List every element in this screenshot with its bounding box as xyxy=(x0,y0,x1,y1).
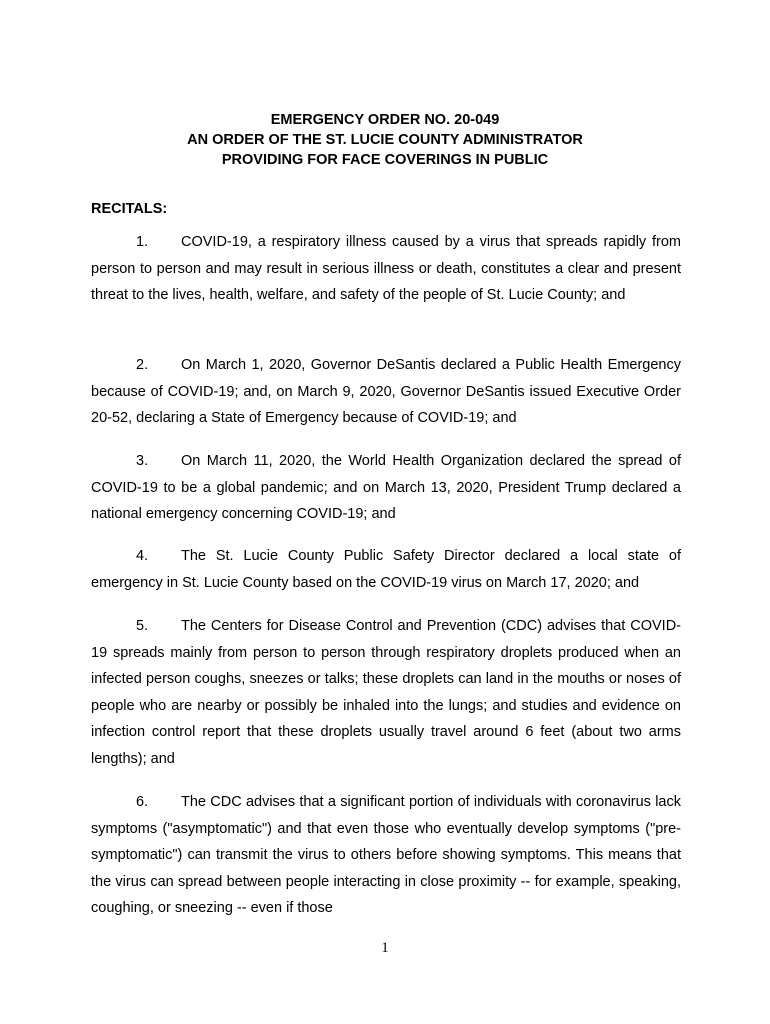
order-title xyxy=(0,110,770,170)
recital-paragraph-3 xyxy=(91,448,681,528)
recital-paragraph-6 xyxy=(91,789,681,922)
paragraph-text: The Centers for Disease Control and Prevention (CDC) advises that COVID-19 spreads mainly from person to person through respiratory droplets produced when an infected person coughs, sneezes or talks; these droplets can land in the mouths or noses of people who are nearby or possibly be inhaled into the lungs; and studies and evidence on infection control report that these droplets usually travel around 6 feet (about two arms lengths); and xyxy=(91,618,681,767)
paragraph-number: 6. xyxy=(136,794,149,810)
paragraph-number: 3. xyxy=(136,453,149,469)
paragraph-text: The St. Lucie County Public Safety Director declared a local state of emergency in St. Lucie County based on the COVID-19 virus on March 17, 2020; and xyxy=(91,548,681,591)
recitals-heading: RECITALS: xyxy=(91,201,168,217)
recital-paragraph-1 xyxy=(91,229,681,309)
page-number: 1 xyxy=(381,940,389,956)
title-line-3: PROVIDING FOR FACE COVERINGS IN PUBLIC xyxy=(221,152,549,168)
paragraph-number: 4. xyxy=(136,548,149,564)
title-line-1: EMERGENCY ORDER NO. 20-049 xyxy=(270,112,500,128)
paragraph-text: On March 1, 2020, Governor DeSantis declared a Public Health Emergency because of COVID-19; and, on March 9, 2020, Governor DeSantis issued Executive Order 20-52, declaring a State of Emergency because of COVID-19; and xyxy=(91,357,681,427)
recital-paragraph-5 xyxy=(91,613,681,773)
paragraph-number: 1. xyxy=(136,234,149,250)
paragraph-text: On March 11, 2020, the World Health Organization declared the spread of COVID-19 to be a global pandemic; and on March 13, 2020, President Trump declared a national emergency concerning COVID-19; and xyxy=(91,453,681,523)
paragraph-text: COVID-19, a respiratory illness caused by a virus that spreads rapidly from person to person and may result in serious illness or death, constitutes a clear and present threat to the lives, health, welfare, and safety of the people of St. Lucie County; and xyxy=(91,234,681,304)
recital-paragraph-2 xyxy=(91,352,681,432)
paragraph-text: The CDC advises that a significant portion of individuals with coronavirus lack symptoms ("asymptomatic") and that even those who eventually develop symptoms ("pre-symptomatic") can transmit the virus to others before showing symptoms. This means that the virus can spread between people interacting in close proximity -- for example, speaking, coughing, or sneezing -- even if those xyxy=(91,794,681,917)
title-line-2: AN ORDER OF THE ST. LUCIE COUNTY ADMINISTRATOR xyxy=(187,132,583,148)
paragraph-number: 2. xyxy=(136,357,149,373)
recital-paragraph-4 xyxy=(91,543,681,596)
paragraph-number: 5. xyxy=(136,618,149,634)
